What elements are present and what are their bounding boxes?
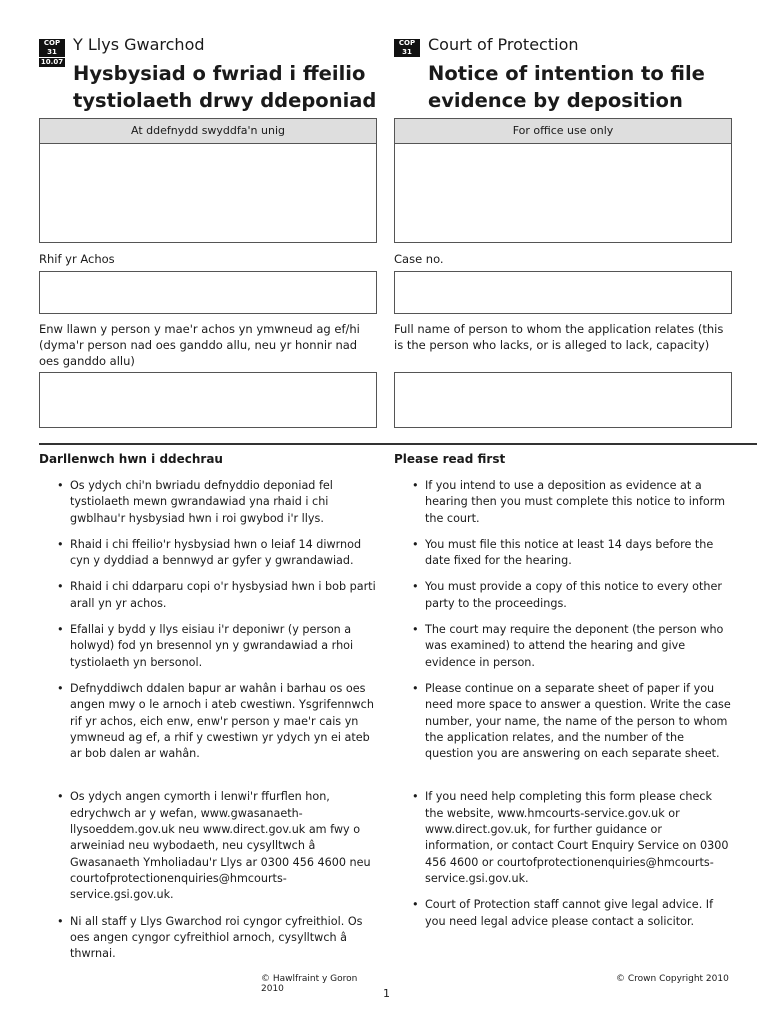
page-number: 1: [383, 987, 390, 1000]
form-header-english: [394, 0, 732, 120]
list-item: • Os ydych chi'n bwriadu defnyddio deponiad fel tystiolaeth mewn gwrandawiad yna rhaid i chi gwblhau'r hysbysiad hwn i roi gwybod i'r llys.: [57, 479, 333, 525]
case-number-field[interactable]: [394, 271, 732, 314]
title-line-2: tystiolaeth drwy ddeponiad: [73, 89, 377, 112]
instructions-list: [39, 478, 377, 962]
office-use-box: [394, 118, 732, 243]
office-use-box: [39, 118, 377, 243]
list-item: • Efallai y bydd y llys eisiau i'r deponiwr (y person a holwyd) fod yn bresennol yn y gwrandawiad a rhoi tystiolaeth yn bersonol.: [57, 623, 354, 669]
list-item: • Rhaid i chi ddarparu copi o'r hysbysiad hwn i bob parti arall yn yr achos.: [57, 580, 376, 610]
form-header-welsh: [39, 0, 377, 120]
full-name-field[interactable]: [394, 372, 732, 428]
title-line-1: Hysbysiad o fwriad i ffeilio: [73, 62, 366, 85]
list-item: • Court of Protection staff cannot give legal advice. If you need legal advice please contact a solicitor.: [412, 898, 714, 928]
list-item: • You must file this notice at least 14 days before the date fixed for the hearing.: [412, 537, 714, 568]
case-number-field[interactable]: [39, 271, 377, 314]
section-divider: [39, 443, 757, 445]
badge-date: 10.07: [40, 58, 64, 66]
list-item: • Defnyddiwch ddalen bapur ar wahân i barhau os oes angen mwy o le arnoch i ateb cwestiwn. Ysgrifennwch rif yr achos, eich enw, enw'r person y mae'r cais yn ymwneud ag ef, a rhif y cwestiwn yr ydych yn ei ateb ar bob dalen ar wahân.: [57, 681, 374, 761]
list-item: • Os ydych angen cymorth i lenwi'r ffurflen hon, edrychwch ar y wefan, www.gwasanaeth-llysoeddem.gov.uk neu www.direct.gov.uk am fwy o arweiniad neu wybodaeth, neu cysylltwch â Gwasanaeth Ymholiadau'r Llys ar 0300 456 4600 neu courtofprotectionenquiries@hmcourts-service.gsi.gov.uk.: [57, 790, 371, 902]
list-item: • Rhaid i chi ffeilio'r hysbysiad hwn o leiaf 14 diwrnod cyn y dyddiad a bennwyd ar gyfer y gwrandawiad.: [57, 537, 362, 568]
list-item: • Ni all staff y Llys Gwarchod roi cyngor cyfreithiol. Os oes angen cyngor cyfreithiol arnoch, cysylltwch â thwrnai.: [57, 914, 363, 961]
office-use-heading: At ddefnydd swyddfa'n unig: [40, 119, 376, 144]
office-use-heading: For office use only: [395, 119, 731, 144]
badge-number: 31: [402, 48, 412, 56]
badge-code: COP: [398, 39, 416, 47]
section-title: Please read first: [394, 452, 506, 466]
title-line-2: evidence by deposition: [428, 89, 683, 112]
badge-code: COP: [43, 39, 61, 47]
list-item: • You must provide a copy of this notice to every other party to the proceedings.: [412, 580, 722, 610]
full-name-label: Enw llawn y person y mae'r achos yn ymwneud ag ef/hi (dyma'r person nad oes ganddo allu, neu yr honnir nad oes ganddo allu): [39, 322, 360, 368]
title-line-1: Notice of intention to file: [428, 62, 705, 85]
instructions-list: [394, 478, 732, 930]
form-code-badge: [394, 39, 420, 57]
court-name: Y Llys Gwarchod: [73, 35, 205, 54]
english-column: [394, 0, 732, 984]
section-title: Darllenwch hwn i ddechrau: [39, 452, 223, 466]
form-title: [73, 60, 376, 114]
full-name-label: Full name of person to whom the application relates (this is the person who lacks, or is alleged to lack, capacity): [394, 322, 724, 352]
court-name: Court of Protection: [428, 35, 579, 54]
case-number-label: Case no.: [394, 252, 444, 266]
list-item: • Please continue on a separate sheet of paper if you need more space to answer a question. Write the case number, your name, the name of the person to whom the application relates, and the number of the question you are answering on each separate sheet.: [412, 681, 731, 761]
list-item: • If you intend to use a deposition as evidence at a hearing then you must complete this notice to inform the court.: [412, 479, 726, 525]
full-name-field[interactable]: [39, 372, 377, 428]
copyright-notice: © Hawlfraint y Goron 2010: [261, 974, 358, 994]
form-code-badge: [39, 39, 65, 67]
copyright-notice: © Crown Copyright 2010: [616, 974, 729, 984]
form-title: [428, 60, 705, 114]
welsh-column: [39, 0, 377, 994]
list-item: • If you need help completing this form please check the website, www.hmcourts-service.gov.uk or www.direct.gov.uk, for further guidance or information, or contact Court Enquiry Service on 0300 456 4600 or courtofprotectionenquiries@hmcourts-service.gsi.gov.uk.: [412, 790, 729, 885]
case-number-label: Rhif yr Achos: [39, 252, 115, 266]
badge-number: 31: [47, 48, 57, 56]
list-item: • The court may require the deponent (the person who was examined) to attend the hearing and give evidence in person.: [412, 623, 724, 669]
